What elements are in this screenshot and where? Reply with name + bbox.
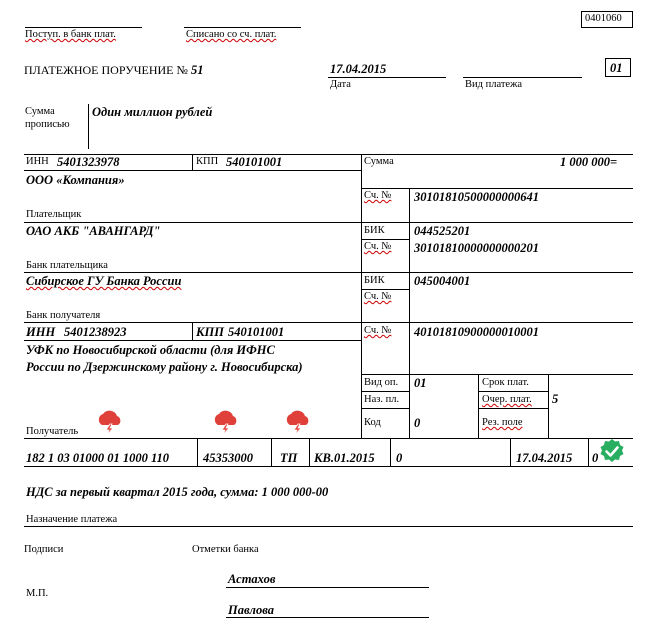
payer-inn: 5401323978 bbox=[57, 155, 120, 169]
queue-label: Очер. плат. bbox=[482, 394, 532, 405]
recipient-name-2: России по Дзержинскому району г. Новосибирска) bbox=[26, 360, 303, 374]
date-line bbox=[328, 77, 446, 78]
tax-col-5 bbox=[510, 438, 511, 466]
grid-line-recipient bbox=[24, 438, 633, 439]
grid-col-kpp2 bbox=[192, 322, 193, 340]
grid-col-kpp1 bbox=[192, 154, 193, 170]
bank-marks-label: Отметки банка bbox=[192, 544, 259, 555]
grid-line-term bbox=[478, 391, 548, 392]
received-label: Поступ. в банк плат. bbox=[25, 29, 116, 40]
tax-col-2 bbox=[271, 438, 272, 466]
tax-basis: ТП bbox=[280, 451, 298, 465]
grid-line-inn bbox=[24, 170, 361, 171]
payer-account-label: Сч. № bbox=[364, 190, 392, 201]
payer-bank-label: Банк плательщика bbox=[26, 260, 108, 271]
signer-2-line bbox=[226, 617, 429, 618]
order-title-text: ПЛАТЕЖНОЕ ПОРУЧЕНИЕ № bbox=[24, 63, 188, 77]
amount-words-label-1: Сумма bbox=[25, 106, 55, 117]
grid-line-payer-bank bbox=[24, 272, 633, 273]
recipient-bank-name: Сибирское ГУ Банка России bbox=[26, 274, 182, 288]
check-circle-icon bbox=[599, 438, 625, 464]
recipient-kpp-label: КПП bbox=[196, 325, 224, 339]
order-number: 51 bbox=[190, 63, 204, 77]
signer-2: Павлова bbox=[228, 603, 274, 617]
grid-line-bik1 bbox=[361, 239, 409, 240]
recipient-bank-bik: 045004001 bbox=[414, 274, 471, 288]
payer-label: Плательщик bbox=[26, 209, 82, 220]
payer-inn-label: ИНН bbox=[26, 156, 49, 167]
term-label: Срок плат. bbox=[482, 377, 529, 388]
grid-col-term bbox=[478, 374, 479, 438]
payment-type-label: Вид платежа bbox=[465, 79, 523, 90]
thunderstorm-cloud-icon bbox=[211, 408, 241, 436]
purpose-code-label: Наз. пл. bbox=[364, 394, 400, 405]
tax-col-3 bbox=[309, 438, 310, 466]
amount-value: 1 000 000= bbox=[560, 155, 618, 169]
recipient-bank-label: Банк получателя bbox=[26, 310, 101, 321]
tax-col-1 bbox=[197, 438, 198, 466]
amount-words-value: Один миллион рублей bbox=[92, 105, 213, 119]
grid-line-payer bbox=[24, 222, 633, 223]
recipient-label: Получатель bbox=[26, 426, 79, 437]
stamp-label: М.П. bbox=[26, 588, 49, 599]
reserve-label: Рез. поле bbox=[482, 417, 523, 428]
recipient-account-label: Сч. № bbox=[364, 325, 392, 336]
tax-col-4 bbox=[390, 438, 391, 466]
tax-doc-date: 17.04.2015 bbox=[516, 451, 573, 465]
received-line bbox=[25, 27, 142, 28]
op-type-label: Вид оп. bbox=[364, 377, 399, 388]
payer-bank-account-label: Сч. № bbox=[364, 241, 392, 252]
code-label: Код bbox=[364, 417, 381, 428]
op-type: 01 bbox=[414, 376, 427, 390]
tax-col-6 bbox=[588, 438, 589, 466]
debited-line bbox=[184, 27, 301, 28]
form-code: 0401060 bbox=[585, 13, 622, 24]
grid-col-values bbox=[409, 188, 410, 438]
grid-line-bik2 bbox=[361, 289, 409, 290]
payer-bank-bik: 044525201 bbox=[414, 224, 471, 238]
queue: 5 bbox=[552, 392, 559, 406]
recipient-account: 40101810900000010001 bbox=[414, 325, 539, 339]
payment-type-line bbox=[463, 77, 582, 78]
thunderstorm-cloud-icon bbox=[283, 408, 313, 436]
order-date: 17.04.2015 bbox=[330, 62, 387, 76]
purpose-text: НДС за первый квартал 2015 года, сумма: 1 000 000-00 bbox=[26, 485, 329, 499]
recipient-inn-label: ИНН bbox=[26, 325, 56, 339]
payer-kpp: 540101001 bbox=[226, 155, 283, 169]
tax-period: КВ.01.2015 bbox=[314, 451, 375, 465]
grid-line-op2 bbox=[361, 391, 409, 392]
amount-words-label-2: прописью bbox=[25, 119, 70, 130]
grid-line-op bbox=[361, 374, 633, 375]
payer-account: 30101810500000000641 bbox=[414, 190, 539, 204]
recipient-kpp: 540101001 bbox=[228, 325, 285, 339]
date-label: Дата bbox=[330, 79, 351, 90]
recipient-name-1: УФК по Новосибирской области (для ИФНС bbox=[26, 343, 275, 357]
grid-line-amount bbox=[361, 188, 633, 189]
tax-oktmo: 45353000 bbox=[203, 451, 253, 465]
purpose-line bbox=[24, 526, 633, 527]
status-code: 01 bbox=[610, 61, 623, 75]
grid-line-queue bbox=[478, 408, 548, 409]
grid-line-recipient-bank bbox=[24, 322, 633, 323]
payer-name: ООО «Компания» bbox=[26, 173, 125, 187]
purpose-label: Назначение платежа bbox=[26, 514, 118, 525]
payer-kpp-label: КПП bbox=[196, 156, 219, 167]
grid-col-term-value bbox=[548, 374, 549, 438]
signer-1-line bbox=[226, 587, 429, 588]
tax-doc-number: 0 bbox=[396, 451, 403, 465]
grid-line-recipient-inn bbox=[24, 340, 361, 341]
payer-bank-name: ОАО АКБ "АВАНГАРД" bbox=[26, 224, 161, 238]
grid-col-labels bbox=[361, 154, 362, 438]
recipient-bank-account-label: Сч. № bbox=[364, 291, 392, 302]
signer-1: Астахов bbox=[228, 572, 276, 586]
order-title bbox=[24, 64, 203, 77]
grid-line-tax bbox=[24, 466, 633, 467]
recipient-inn: 5401238923 bbox=[64, 325, 127, 339]
recipient-bank-bik-label: БИК bbox=[364, 275, 385, 286]
tax-kbk: 182 1 03 01000 01 1000 110 bbox=[26, 451, 170, 465]
amount-words-divider bbox=[88, 104, 89, 149]
amount-label: Сумма bbox=[364, 156, 394, 167]
grid-line-purpose-code bbox=[361, 408, 409, 409]
payer-bank-account: 30101810000000000201 bbox=[414, 241, 539, 255]
payer-bank-bik-label: БИК bbox=[364, 225, 385, 236]
thunderstorm-cloud-icon bbox=[95, 408, 125, 436]
code: 0 bbox=[414, 416, 421, 430]
debited-label: Списано со сч. плат. bbox=[186, 29, 277, 40]
signatures-label: Подписи bbox=[24, 544, 64, 555]
tax-type: 0 bbox=[592, 451, 599, 465]
